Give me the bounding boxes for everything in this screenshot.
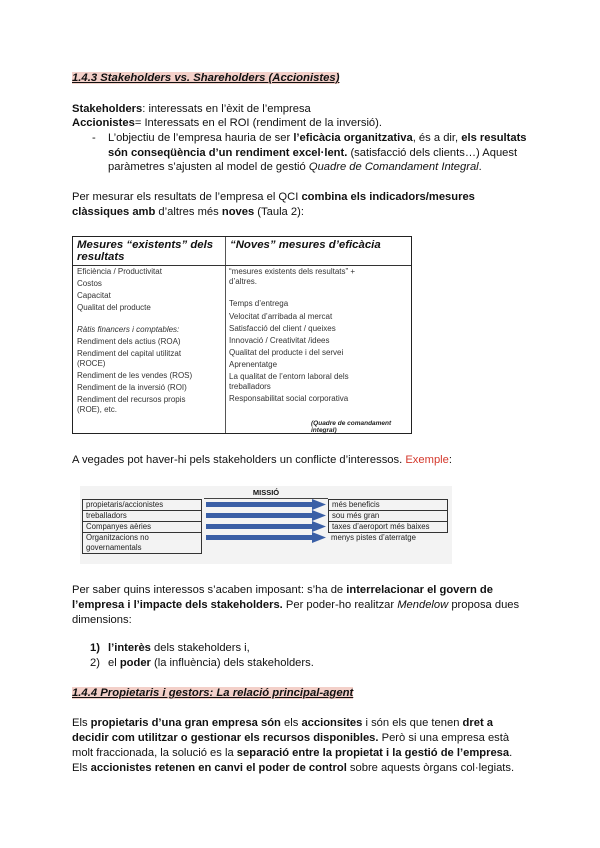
principal-agent-line-3 [72,746,512,761]
table-cell: Qualitat del producte i del servei [229,348,344,357]
text: A vegades pot haver-hi pels stakeholders un conflicte d’interessos. [72,454,406,466]
interests-line-3: dimensions: [72,614,132,626]
stakeholder-cell: Organitzacions no governamentals [82,533,202,554]
text-bold: separació entre la propietat i la gestió de l’empresa [236,747,510,759]
mission-label: MISSIÓ [252,488,280,497]
text-bold: l’empresa i l’impacte dels stakeholders. [72,599,283,611]
table-cell: (ROE), etc. [77,405,118,414]
table-cell: Capacitat [77,291,111,300]
stakeholder-cell: propietaris/accionistes [82,499,202,511]
table-divider [73,265,411,266]
text: Però si una empresa està [378,732,510,744]
table-cell: treballadors [229,382,271,391]
text-bold: clàssiques amb [72,206,156,218]
measure-para-line-1 [72,190,475,205]
table-cell: Velocitat d’arribada al mercat [229,312,333,321]
text-bold: l’interès [108,642,151,654]
text: el [108,657,120,669]
conflict-sentence [72,453,452,468]
principal-agent-line-1 [72,716,493,731]
table-header-new: “Noves” mesures d’eficàcia [230,239,381,251]
table-cell: La qualitat de l’entorn laboral dels [229,372,349,381]
table-cell: Rendiment de la inversió (ROI) [77,383,187,392]
text-bold: accionistes retenen en canvi el poder de control [90,762,347,774]
stakeholders-term: Stakeholders [72,103,143,115]
goal-cell: sou més gran [328,511,448,522]
table-cell: Innovació / Creativitat /idees [229,336,330,345]
arrow-icon [206,521,326,532]
text: Per poder-ho realitzar [282,599,398,611]
table-cell: d’altres. [229,277,258,286]
text-bold: propietaris d’una gran empresa són [90,717,281,729]
list-item-number: 2) [90,657,100,669]
table-cell: Rendiment dels actius (ROA) [77,337,181,346]
text-bold: 1) [90,642,100,654]
text: Els [72,762,91,774]
text: i són els que tenen [362,717,463,729]
stakeholder-cell: Companyes aèries [82,522,202,533]
table-cell: Ràtis financers i comptables: [77,325,180,334]
text: Els [72,717,91,729]
section-heading-stakeholders: 1.4.3 Stakeholders vs. Shareholders (Accionistes) [72,72,340,84]
table-cell: Aprenentatge [229,360,278,369]
measure-para-line-2 [72,205,304,220]
table-cell: Qualitat del producte [77,303,151,312]
table-cell: (ROCE) [77,359,106,368]
text-bold: l’eficàcia organitzativa [293,132,413,144]
list-item-power [108,656,314,671]
goal-cell: menys pistes d’aterratge [331,533,416,542]
section-heading-principal-agent: 1.4.4 Propietaris i gestors: La relació principal-agent [72,687,354,699]
text: Per mesurar els resultats de l’empresa el QCI [72,191,302,203]
text-bold: dret a [462,717,493,729]
table-header-existing: Mesures “existents” dels resultats [77,239,214,263]
arrow-icon [206,532,326,543]
text-italic: Mendelow [397,599,449,611]
bullet-dash: - [92,132,96,144]
goal-column [328,499,448,543]
table-cell: Eficiència / Productivitat [77,267,162,276]
text-bold: poder [119,657,151,669]
example-label: Exemple [405,454,449,466]
bullet-line-1 [108,131,527,146]
accionistes-text: = Interessats en el ROI (rendiment de la inversió). [134,117,382,129]
text: proposa dues [448,599,520,611]
list-item-interest [108,641,250,656]
list-item-number [90,641,100,656]
arrow-icon [206,510,326,521]
text-bold: accionsites [301,717,363,729]
stakeholder-cell: treballadors [82,511,202,522]
conflict-diagram [80,486,452,564]
measures-table [72,236,412,434]
text-bold: són conseqüència d’un rendiment excel·lent. [108,147,348,159]
text: , és a dir, [412,132,462,144]
text: dels stakeholders i, [150,642,250,654]
text-bold: combina els indicadors/mesures [301,191,475,203]
goal-cell: més beneficis [328,499,448,511]
bullet-line-3 [108,160,482,175]
interests-line-1 [72,583,493,598]
text: (la influència) dels stakeholders. [150,657,314,669]
table-cell: Rendiment del recursos propis [77,395,186,404]
text: L’objectiu de l’empresa hauria de ser [108,132,294,144]
goal-cell: taxes d’aeroport més baixes [328,522,448,533]
table-cell: Rendiment de les vendes (ROS) [77,371,193,380]
text: d’altres més [155,206,222,218]
text: sobre aquests òrgans col·legiats. [346,762,515,774]
table-signature: (Quadre de comandament integral) [311,420,392,434]
text: els [280,717,302,729]
text: (Taula 2): [254,206,304,218]
table-cell: Rendiment del capital utilitzat [77,349,182,358]
table-cell: Costos [77,279,102,288]
mission-arrows [204,499,328,551]
text-bold: noves [221,206,255,218]
table-cell: Satisfacció del client / queixes [229,324,336,333]
text: (satisfacció dels clients…) Aquest [347,147,518,159]
principal-agent-line-2 [72,731,509,746]
text: Per saber quins interessos s’acaben imposant: s’ha de [72,584,347,596]
accionistes-term: Accionistes [72,117,135,129]
text: . [478,161,482,173]
table-cell: “mesures existents dels resultats” + [229,267,356,276]
accionistes-definition [72,116,382,131]
text-bold: decidir com utilitzar o gestionar els recursos disponibles. [72,732,379,744]
text: paràmetres s’ajusten al model de gestió [108,161,309,173]
text-bold: interrelacionar el govern de [346,584,493,596]
interests-line-2 [72,598,519,613]
text-bold: els resultats [461,132,527,144]
text-italic: Quadre de Comandament Integral [308,161,479,173]
stakeholders-text: : interessats en l’èxit de l’empresa [142,103,311,115]
principal-agent-line-4 [72,761,514,776]
stakeholder-column [82,499,202,554]
stakeholders-definition [72,102,311,117]
text: : [448,454,452,466]
text: . [509,747,513,759]
table-divider [225,237,226,433]
text: molt fraccionada, la solució es la [72,747,237,759]
table-cell: Temps d’entrega [229,299,289,308]
arrow-icon [206,499,326,510]
table-cell: Responsabilitat social corporativa [229,394,349,403]
bullet-line-2 [108,146,517,161]
